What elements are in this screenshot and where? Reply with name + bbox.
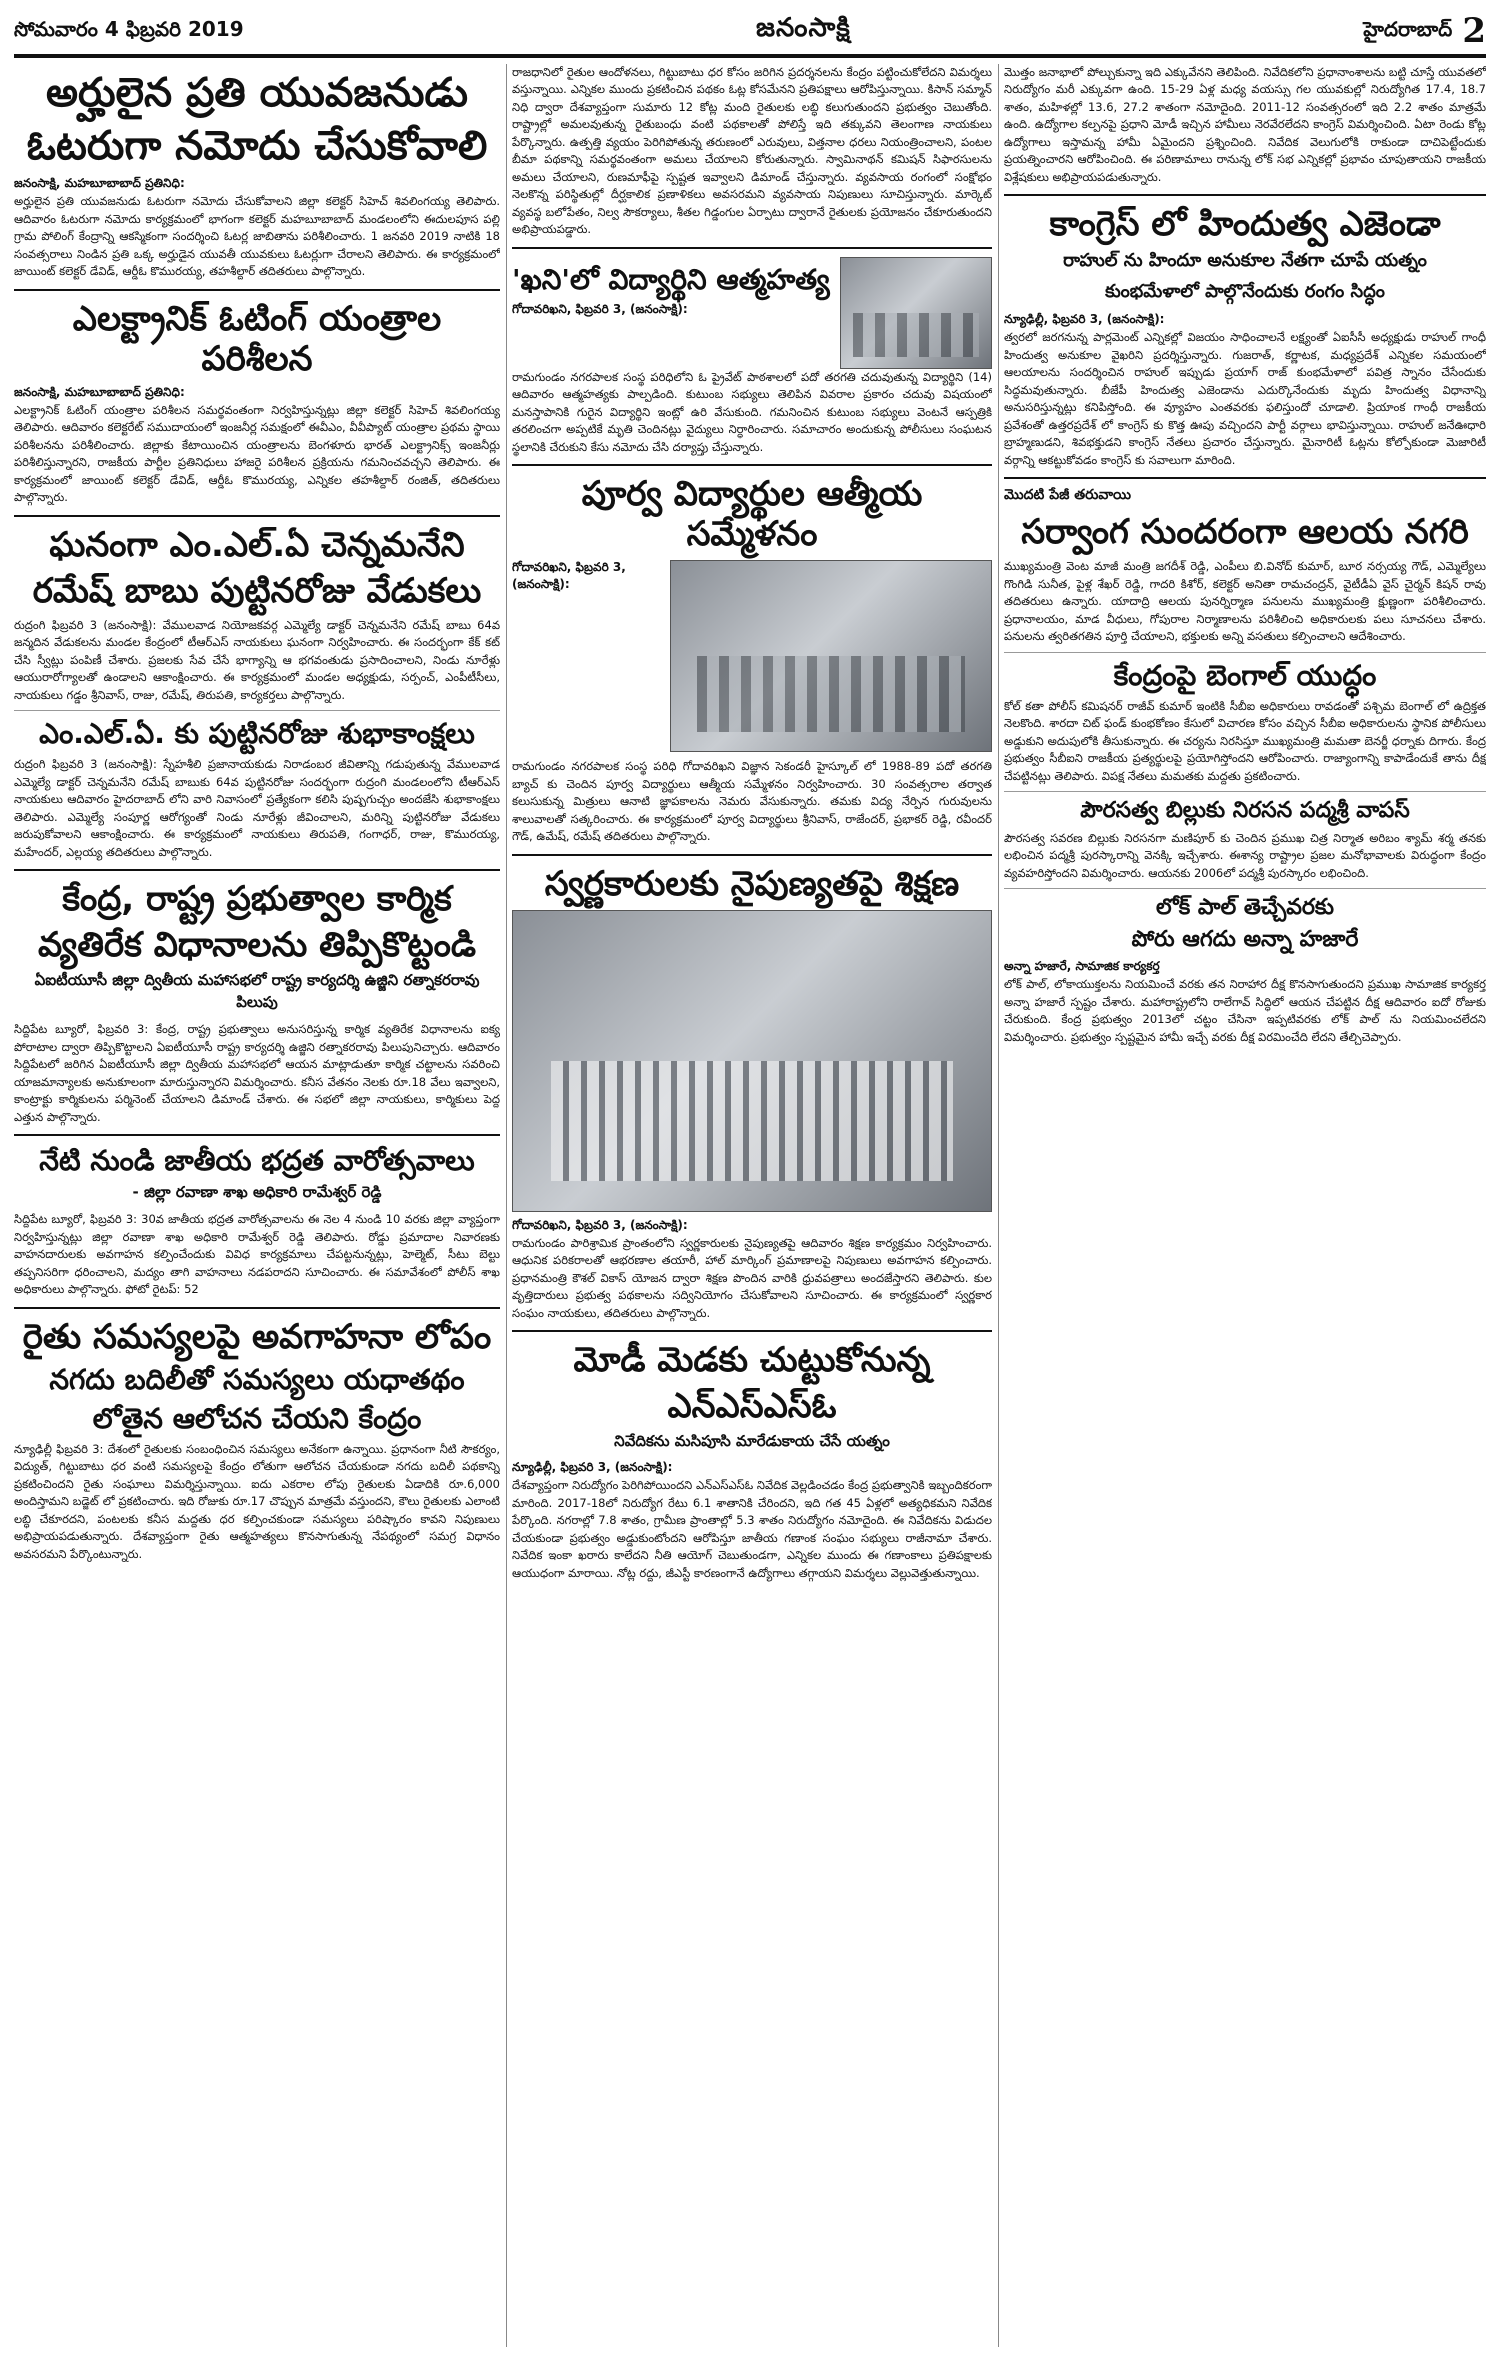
article-body: అర్హులైన ప్రతి యువజనుడు ఓటరుగా నమోదు చేసుకోవాలని జిల్లా కలెక్టర్ సిహెచ్ శివలింగయ్య తెలిపారు. ఆదివారం ఓటరుగా నమోదు కార్యక్రమంలో భాగంగా కలెక్టర్ మహబూబాబాద్ మండలంలోని ఈదులపూస పల్లి గ్రామ పోలింగ్ కేంద్రాన్ని ఆకస్మికంగా సందర్శించి ఓటర్ల జాబితాను పరిశీలించారు. 1 జనవరి 2019 నాటికి 18 సంవత్సరాలు నిండిన ప్రతి ఒక్క అర్హుడైన యువతీ యువకులు ఓటర్లుగా చేరాలని తెలిపారు. ఈ కార్యక్రమంలో జాయింట్ కలెక్టర్ డేవిడ్, ఆర్డీఓ కొమురయ్య, తహశీల్దార్ తదితరులు పాల్గొన్నారు. [14, 194, 500, 279]
divider [512, 247, 992, 249]
newspaper-logo: జనంసాక్షి [756, 13, 851, 43]
headline: స్వర్ణకారులకు నైపుణ్యతపై శిక్షణ [544, 863, 960, 904]
headline: పోరు ఆగదు అన్నా హజారే [1131, 927, 1359, 953]
masthead [14, 8, 1486, 58]
divider [14, 1134, 500, 1136]
subheadline: ఏఐటీయూసీ జిల్లా ద్వితీయ మహాసభలో రాష్ట్ర కార్యదర్శి ఉజ్జిని రత్నాకరరావు పిలుపు [34, 971, 480, 1012]
column-divider [998, 64, 999, 2347]
article-body: సిద్దిపేట బ్యూరో, ఫిబ్రవరి 3: 30వ జాతీయ భద్రత వారోత్సవాలను ఈ నెల 4 నుండి 10 వరకు జిల్లా వ్యాప్తంగా నిర్వహిస్తున్నట్లు జిల్లా రవాణా శాఖ అధికారి రామేశ్వర్ రెడ్డి తెలిపారు. రోడ్డు ప్రమాదాల నివారణకు వాహనదారులకు అవగాహన కల్పించేందుకు వివిధ కార్యక్రమాలు చేపట్టనున్నట్లు, హెల్మెట్, సీటు బెల్టు తప్పనిసరిగా ధరించాలని, మద్యం తాగి వాహనాలు నడపరాదని సూచించారు. ఈ సమావేశంలో పోలీస్ శాఖ అధికారులు పాల్గొన్నారు. ఫోటో రైటప్: 52 [14, 1212, 500, 1297]
article-evm-inspection [14, 299, 500, 507]
divider [14, 710, 500, 711]
article-body: రామగుండం నగరపాలక సంస్థ పరిధిలోని ఓ ప్రైవేట్ పాఠశాలలో పదో తరగతి చదువుతున్న విద్యార్థిని (14) ఆదివారం ఆత్మహత్యకు పాల్పడింది. కుటుంబ సభ్యులు తెలిపిన వివరాల ప్రకారం చదువు విషయంలో మనస్తాపానికి గురైన విద్యార్థిని ఇంట్లో ఉరి వేసుకుంది. గమనించిన కుటుంబ సభ్యులు వెంటనే ఆస్పత్రికి తరలించగా అప్పటికే మృతి చెందినట్లు వైద్యులు నిర్ధారించారు. సమాచారం అందుకున్న పోలీసులు సంఘటన స్థలానికి చేరుకుని కేసు నమోదు చేసి దర్యాప్తు చేస్తున్నారు. [512, 369, 992, 454]
article-body: సిద్దిపేట బ్యూరో, ఫిబ్రవరి 3: కేంద్ర, రాష్ట్ర ప్రభుత్వాలు అనుసరిస్తున్న కార్మిక వ్యతిరేక విధానాలను ఐక్య పోరాటాల ద్వారా తిప్పికొట్టాలని ఏఐటీయూసీ రాష్ట్ర కార్యదర్శి ఉజ్జిని రత్నాకరరావు పిలుపునిచ్చారు. ఆదివారం సిద్దిపేటలో జరిగిన ఏఐటీయూసీ జిల్లా ద్వితీయ మహాసభలో ఆయన మాట్లాడుతూ కార్మిక చట్టాలను సవరించి యాజమాన్యాలకు అనుకూలంగా మారుస్తున్నారని విమర్శించారు. కనీస వేతనం నెలకు రూ.18 వేలు ఇవ్వాలని, కాంట్రాక్టు కార్మికులను పర్మినెంట్ చేయాలని డిమాండ్ చేశారు. ఈ సభలో జిల్లా నాయకులు, కార్మికులు పెద్ద ఎత్తున పాల్గొన్నారు. [14, 1022, 500, 1124]
subheadline: నివేదికను మసిపూసి మారేడుకాయ చేసే యత్నం [614, 1432, 890, 1451]
headline: ఎం.ఎల్.ఏ. కు పుట్టినరోజు శుభాకాంక్షలు [39, 717, 475, 751]
headline: లోక్ పాల్ తెచ్చేవరకు [1156, 895, 1334, 921]
article-mla-wishes [14, 717, 500, 861]
headline: రమేష్ బాబు పుట్టినరోజు వేడుకలు [32, 570, 482, 611]
article-labour-policies [14, 879, 500, 1126]
article-unemployment-continued [1004, 64, 1486, 186]
dateline: న్యూఢిల్లీ, ఫిబ్రవరి 3, (జనంసాక్షి): [1004, 312, 1165, 327]
article-body: న్యూఢిల్లీ ఫిబ్రవరి 3: దేశంలో రైతులకు సంబంధించిన సమస్యలు అనేకంగా ఉన్నాయి. ప్రధానంగా నీటి సౌకర్యం, విద్యుత్, గిట్టుబాటు ధర వంటి సమస్యలపై కేంద్రం లోతుగా ఆలోచన చేయకుండా నగదు బదిలీ పథకాన్ని ప్రకటించిందని రైతు సంఘాలు విమర్శిస్తున్నాయి. ఐదు ఎకరాల లోపు రైతులకు ఏడాదికి రూ.6,000 అందిస్తామని బడ్జెట్ లో ప్రకటించారు. ఇది రోజుకు రూ.17 చొప్పున మాత్రమే వస్తుందని, కౌలు రైతులకు ఎలాంటి లబ్ధి చేకూరదని, పంటలకు కనీస మద్దతు ధర కల్పించకుండా సమస్యలు పరిష్కారం కావని నిపుణులు అభిప్రాయపడుతున్నారు. దేశవ్యాప్తంగా రైతు ఆత్మహత్యలు కొనసాగుతున్న నేపథ్యంలో సమగ్ర విధానం అవసరమని పేర్కొంటున్నారు. [14, 1441, 500, 1561]
issue-date: సోమవారం 4 ఫిబ్రవరి 2019 [14, 16, 244, 41]
page-number: 2 [1462, 11, 1486, 51]
continuation-kicker: మొదటి పేజీ తరువాయి [1004, 487, 1131, 504]
divider [14, 515, 500, 517]
divider [14, 869, 500, 871]
headline: నేటి నుండి జాతీయ భద్రత వారోత్సవాలు [39, 1144, 475, 1178]
dateline: అన్నా హజారే, సామాజిక కార్యకర్త [1004, 959, 1160, 974]
headline: నగదు బదిలీతో సమస్యలు యధాతథం [49, 1362, 465, 1396]
headline: కాంగ్రెస్ లో హిందుత్వ ఎజెండా [1049, 204, 1441, 245]
article-body: త్వరలో జరగనున్న పార్లమెంట్ ఎన్నికల్లో విజయం సాధించాలనే లక్ష్యంతో ఏఐసీసీ అధ్యక్షుడు రాహుల్ గాంధీ హిందుత్వ అనుకూల వైఖరిని ప్రదర్శిస్తున్నారు. గుజరాత్, కర్ణాటక, మధ్యప్రదేశ్ ఎన్నికల సమయంలో ఆలయాలను సందర్శించిన రాహుల్ ఇప్పుడు ప్రయాగ్ రాజ్ కుంభమేళాలో పవిత్ర స్నానం చేసేందుకు సిద్ధమవుతున్నారు. బీజేపీ హిందుత్వ ఎజెండాను ఎదుర్కొనేందుకు మృదు హిందుత్వ విధానాన్ని అనుసరిస్తున్నట్లు కనిపిస్తోంది. ఈ వ్యూహం ఎంతవరకు ఫలిస్తుందో చూడాలి. ప్రియాంక గాంధీ రాజకీయ ప్రవేశంతో ఉత్తరప్రదేశ్ లో కాంగ్రెస్ కు కొత్త ఊపు వచ్చిందని పార్టీ వర్గాలు భావిస్తున్నాయి. రాహుల్ జనేఊధారి బ్రాహ్మణుడని, శివభక్తుడని కాంగ్రెస్ నేతలు ప్రచారం చేస్తున్నారు. మైనారిటీ ఓట్లను కోల్పోకుండా మెజారిటీ వర్గాన్ని ఆకట్టుకోవడం కాంగ్రెస్ కు సవాలుగా మారింది. [1004, 330, 1486, 467]
article-body: రామగుండం పారిశ్రామిక ప్రాంతంలోని స్వర్ణకారులకు నైపుణ్యతపై ఆదివారం శిక్షణ కార్యక్రమం నిర్వహించారు. ఆధునిక పరికరాలతో ఆభరణాల తయారీ, హాల్ మార్కింగ్ ప్రమాణాలపై నిపుణులు అవగాహన కల్పించారు. ప్రధానమంత్రి కౌశల్ వికాస్ యోజన ద్వారా శిక్షణ పొందిన వారికి ధ్రువపత్రాలు అందజేస్తారని తెలిపారు. కుల వృత్తిదారులు ప్రభుత్వ పథకాలను సద్వినియోగం చేసుకోవాలని సూచించారు. ఈ కార్యక్రమంలో స్వర్ణకార సంఘం నాయకులు, తదితరులు పాల్గొన్నారు. [512, 1235, 992, 1320]
article-voter-registration [14, 70, 500, 281]
column-right [1004, 64, 1486, 2347]
column-middle [512, 64, 992, 2347]
divider [512, 464, 992, 466]
article-alumni-meet [512, 474, 992, 846]
headline: మోడీ మెడకు చుట్టుకోనున్న [573, 1340, 931, 1381]
article-body: ముఖ్యమంత్రి వెంట మాజీ మంత్రి జగదీశ్ రెడ్డి, ఎంపీలు బి.వినోద్ కుమార్, బూర నర్సయ్య గౌడ్, ఎమ్మెల్యేలు గొంగిడి సునీత, పైళ్ల శేఖర్ రెడ్డి, గాదరి కిశోర్, కలెక్టర్ అనితా రామచంద్రన్, వైటీడీఏ వైస్ చైర్మన్ కిషన్ రావు తదితరులు ఉన్నారు. యాదాద్రి ఆలయ పునర్నిర్మాణ పనులను ముఖ్యమంత్రి క్షుణ్ణంగా పరిశీలించారు. ప్రధానాలయం, మాడ వీధులు, గోపురాల నిర్మాణాలను పరిశీలించి అధికారులకు పలు సూచనలు చేశారు. పనులను త్వరితగతిన పూర్తి చేయాలని, భక్తులకు అన్ని వసతులు కల్పించాలని ఆదేశించారు. [1004, 559, 1486, 644]
divider [1004, 888, 1486, 889]
subheadline: రాహుల్ ను హిందూ అనుకూల నేతగా చూపే యత్నం [1063, 250, 1427, 272]
article-layout [512, 257, 992, 369]
dateline: గోదావరిఖని, ఫిబ్రవరి 3, (జనంసాక్షి): [512, 301, 688, 316]
article-body: లోక్ పాల్, లోకాయుక్తలను నియమించే వరకు తన నిరాహార దీక్ష కొనసాగుతుందని ప్రముఖ సామాజిక కార్యకర్త అన్నా హజారే స్పష్టం చేశారు. మహారాష్ట్రలోని రాలేగావ్ సిద్ధిలో ఆయన చేపట్టిన దీక్ష ఆదివారం ఐదో రోజుకు చేరుకుంది. కేంద్ర ప్రభుత్వం 2013లో చట్టం చేసినా ఇప్పటివరకు లోక్ పాల్ ను నియమించలేదని విమర్శించారు. ప్రభుత్వం స్పష్టమైన హామీ ఇచ్చే వరకు దీక్ష విరమించేది లేదని తేల్చిచెప్పారు. [1004, 977, 1486, 1044]
article-farmer-issues [14, 1317, 500, 1563]
article-body: దేశవ్యాప్తంగా నిరుద్యోగం పెరిగిపోయిందని ఎన్ఎస్ఎస్ఓ నివేదిక వెల్లడించడం కేంద్ర ప్రభుత్వానికి ఇబ్బందికరంగా మారింది. 2017-18లో నిరుద్యోగ రేటు 6.1 శాతానికి చేరిందని, ఇది గత 45 ఏళ్లలో అత్యధికమని నివేదిక పేర్కొంది. నగరాల్లో 7.8 శాతం, గ్రామీణ ప్రాంతాల్లో 5.3 శాతం నిరుద్యోగం నమోదైంది. ఈ నివేదికను విడుదల చేయకుండా ప్రభుత్వం అడ్డుకుంటోందని ఆరోపిస్తూ జాతీయ గణాంక సంఘం సభ్యులు రాజీనామా చేశారు. నివేదిక ఇంకా ఖరారు కాలేదని నీతి ఆయోగ్ చెబుతుండగా, ఎన్నికల ముందు ఈ గణాంకాలు ప్రతిపక్షాలకు ఆయుధంగా మారాయి. నోట్ల రద్దు, జీఎస్టీ కారణంగానే ఉద్యోగాలు తగ్గాయని విమర్శలు వెల్లువెత్తుతున్నాయి. [512, 1478, 992, 1580]
divider [14, 1307, 500, 1309]
news-photo [840, 257, 992, 369]
divider [1004, 477, 1486, 479]
headline: సర్వాంగ సుందరంగా ఆలయ నగరి [1021, 512, 1469, 553]
article-student-suicide [512, 257, 992, 456]
article-body: రాజధానిలో రైతుల ఆందోళనలు, గిట్టుబాటు ధర కోసం జరిగిన ప్రదర్శనలను కేంద్రం పట్టించుకోలేదని విమర్శలు వస్తున్నాయి. ఎన్నికల ముందు ప్రకటించిన పథకం ఓట్ల కోసమేనని ప్రతిపక్షాలు ఆరోపిస్తున్నాయి. కిసాన్ సమ్మాన్ నిధి ద్వారా దేశవ్యాప్తంగా సుమారు 12 కోట్ల మంది రైతులకు లబ్ధి కలుగుతుందని ప్రభుత్వం చెబుతోంది. రాష్ట్రాల్లో అమలవుతున్న రైతుబంధు వంటి పథకాలతో పోలిస్తే ఇది తక్కువని తెలంగాణ నాయకులు పేర్కొన్నారు. ఉత్పత్తి వ్యయం పెరిగిపోతున్న తరుణంలో ఎరువులు, విత్తనాల ధరలు నియంత్రించాలని, పంటల బీమా పథకాన్ని సమర్థవంతంగా అమలు చేయాలని కోరుతున్నారు. స్వామినాథన్ కమిషన్ సిఫారసులను అమలు చేయాలని, రుణమాఫీపై స్పష్టత ఇవ్వాలని డిమాండ్ చేస్తున్నారు. వ్యవసాయ రంగంలో సంక్షోభం నెలకొన్న పరిస్థితుల్లో దీర్ఘకాలిక ప్రణాళికలు అవసరమని వ్యవసాయ నిపుణులు సూచిస్తున్నారు. మార్కెట్ వ్యవస్థ బలోపేతం, నిల్వ సౌకర్యాలు, శీతల గిడ్డంగుల ఏర్పాటు ద్వారానే రైతులకు ప్రయోజనం చేకూరుతుందని అభిప్రాయపడ్డారు. [512, 65, 992, 237]
article-body: రుద్రంగి ఫిబ్రవరి 3 (జనంసాక్షి): స్నేహశీలి ప్రజానాయకుడు నిరాడంబర జీవితాన్ని గడుపుతున్న వేములవాడ ఎమ్మెల్యే డాక్టర్ చెన్నమనేని రమేష్ బాబుకు 64వ పుట్టినరోజు సందర్భంగా రుద్రంగి మండలంలోని టీఆర్ఎస్ నాయకులు ఆదివారం హైదరాబాద్ లోని వారి నివాసంలో ప్రత్యేకంగా కలిసి పుష్పగుచ్చం అందజేసి శుభాకాంక్షలు తెలిపారు. ఎమ్మెల్యే సంపూర్ణ ఆరోగ్యంతో నిండు నూరేళ్లు జీవించాలని, మరిన్ని పుట్టినరోజు వేడుకలు జరుపుకోవాలని ఆకాంక్షించారు. ఈ కార్యక్రమంలో నాయకులు తిరుపతి, గంగాధర్, రాజు, కొమురయ్య, మహేందర్, ఎల్లయ్య తదితరులు పాల్గొన్నారు. [14, 757, 500, 859]
article-road-safety [14, 1144, 500, 1298]
article-body: రుద్రంగి ఫిబ్రవరి 3 (జనంసాక్షి): వేములవాడ నియోజకవర్గ ఎమ్మెల్యే డాక్టర్ చెన్నమనేని రమేష్ బాబు 64వ జన్మదిన వేడుకలను మండల కేంద్రంలో టీఆర్ఎస్ నాయకులు ఘనంగా నిర్వహించారు. ఈ సందర్భంగా కేక్ కట్ చేసి స్వీట్లు పంపిణీ చేశారు. ప్రజలకు సేవ చేసే భాగ్యాన్ని ఆ భగవంతుడు ప్రసాదించాలని, నిండు నూరేళ్లు ఆయురారోగ్యాలతో ఉండాలని ఆకాంక్షించారు. ఈ కార్యక్రమంలో మండల అధ్యక్షుడు, సర్పంచ్, ఎంపీటీసీలు, నాయకులు గడ్డం శ్రీనివాస్, రాజు, రమేష్, తిరుపతి, కార్యకర్తలు పాల్గొన్నారు. [14, 617, 500, 702]
subheadline: కుంభమేళాలో పాల్గొనేందుకు రంగం సిద్ధం [1105, 281, 1385, 303]
article-goldsmith-training [512, 864, 992, 1322]
headline: రైతు సమస్యలపై అవగాహనా లోపం [22, 1316, 492, 1357]
article-continued [512, 64, 992, 239]
article-body: ఎలక్ట్రానిక్ ఓటింగ్ యంత్రాల పరిశీలన సమర్థవంతంగా నిర్వహిస్తున్నట్లు జిల్లా కలెక్టర్ సిహెచ్ శివలింగయ్య తెలిపారు. ఆదివారం కలెక్టరేట్ సముదాయంలో ఇంజనీర్ల సమక్షంలో ఈవీఎం, వీవీప్యాట్ యంత్రాల ప్రథమ స్థాయి పరిశీలనను పరిశీలించారు. జిల్లాకు కేటాయించిన యంత్రాలను బెంగళూరు భారత్ ఎలక్ట్రానిక్స్ ఇంజనీర్లు పరిశీలిస్తున్నారని, రాజకీయ పార్టీల ప్రతినిధులు హాజరై పరిశీలన ప్రక్రియను గమనించవచ్చని తెలిపారు. ఈ కార్యక్రమంలో జాయింట్ కలెక్టర్ డేవిడ్, ఆర్డీఓ కొమురయ్య, ఎన్నికల తహశీల్దార్ రంజిత్, తదితరులు పాల్గొన్నారు. [14, 402, 500, 505]
headline: ఓటరుగా నమోదు చేసుకోవాలి [26, 123, 488, 170]
dateline: గోదావరిఖని, ఫిబ్రవరి 3, (జనంసాక్షి): [512, 1217, 688, 1232]
headline: పూర్వ విద్యార్థుల ఆత్మీయ సమ్మేళనం [581, 474, 923, 555]
column-divider [506, 64, 507, 2347]
headline: ఎన్ఎస్ఎస్ఓ [667, 1386, 837, 1427]
headline: ఘనంగా ఎం.ఎల్.ఏ చెన్నమనేని [49, 524, 465, 565]
headline: అర్హులైన ప్రతి యువజనుడు [46, 70, 468, 116]
article-congress-hindutva [1004, 204, 1486, 469]
article-layout [512, 560, 992, 752]
divider [14, 289, 500, 291]
headline: వ్యతిరేక విధానాలను తిప్పికొట్టండి [38, 925, 476, 966]
divider [1004, 791, 1486, 792]
headline: లోతైన ఆలోచన చేయని కేంద్రం [92, 1401, 422, 1435]
divider [1004, 194, 1486, 196]
article-body: కోల్ కతా పోలీస్ కమిషనర్ రాజీవ్ కుమార్ ఇంటికి సీబీఐ అధికారులు రావడంతో పశ్చిమ బెంగాల్ లో ఉద్రిక్తత నెలకొంది. శారదా చిట్ ఫండ్ కుంభకోణం కేసులో విచారణ కోసం వచ్చిన సీబీఐ అధికారులను స్థానిక పోలీసులు అడ్డుకుని అదుపులోకి తీసుకున్నారు. ఈ చర్యను నిరసిస్తూ ముఖ్యమంత్రి మమతా బెనర్జీ ధర్నాకు దిగారు. కేంద్ర ప్రభుత్వం సీబీఐని రాజకీయ ప్రత్యర్థులపై ప్రయోగిస్తోందని ఆరోపించారు. రాజ్యాంగాన్ని కాపాడేందుకే తాను దీక్ష చేపట్టినట్లు తెలిపారు. విపక్ష నేతలు మమతకు మద్దతు ప్రకటించారు. [1004, 698, 1486, 783]
article-mla-birthday [14, 525, 500, 705]
edition-city: హైదరాబాద్ [1363, 16, 1453, 41]
article-body: పౌరసత్వ సవరణ బిల్లుకు నిరసనగా మణిపూర్ కు చెందిన ప్రముఖ చిత్ర నిర్మాత అరిబం శ్యామ్ శర్మ తనకు లభించిన పద్మశ్రీ పురస్కారాన్ని వెనక్కి ఇచ్చేశారు. ఈశాన్య రాష్ట్రాల ప్రజల మనోభావాలకు విరుద్ధంగా కేంద్రం వ్యవహరిస్తోందని విమర్శించారు. ఆయనకు 2006లో పద్మశ్రీ పురస్కారం లభించింది. [1004, 830, 1486, 880]
divider [512, 1330, 992, 1332]
headline: పౌరసత్వ బిల్లుకు నిరసన పద్మశ్రీ వాపస్ [1080, 797, 1410, 823]
article-text [512, 257, 832, 369]
dateline: జనంసాక్షి, మహబూబాబాద్ ప్రతినిధి: [14, 384, 185, 399]
headline: కేంద్రంపై బెంగాల్ యుద్ధం [1113, 658, 1377, 692]
dateline: న్యూఢిల్లీ, ఫిబ్రవరి 3, (జనంసాక్షి): [512, 1460, 673, 1475]
article-bengal-war [1004, 659, 1486, 785]
masthead-right [1363, 11, 1486, 51]
article-text [512, 560, 662, 752]
column-left [14, 64, 500, 2347]
headline: 'ఖని'లో విద్యార్థిని ఆత్మహత్య [512, 262, 830, 296]
training-photo [512, 910, 992, 1212]
article-temple-town [1004, 487, 1486, 645]
divider [512, 854, 992, 856]
divider [1004, 652, 1486, 653]
subheadline: - జిల్లా రవాణా శాఖ అధికారి రామేశ్వర్ రెడ్డి [132, 1183, 382, 1202]
article-body: మొత్తం జనాభాలో పోల్చుకున్నా ఇది ఎక్కువేనని తెలిపింది. నివేదికలోని ప్రధానాంశాలను బట్టి చూస్తే యువతలో నిరుద్యోగం మరీ ఎక్కువగా ఉంది. 15-29 ఏళ్ల మధ్య వయస్సు గల యువకుల్లో నిరుద్యోగిత 17.4, 18.7 శాతం, మహిళల్లో 13.6, 27.2 శాతంగా నమోదైంది. 2011-12 సంవత్సరంలో ఇది 2.2 శాతం మాత్రమే ఉంది. ఉద్యోగాల కల్పనపై ప్రధాని మోడీ ఇచ్చిన హామీలు నెరవేరలేదని కాంగ్రెస్ విమర్శించింది. ఏటా రెండు కోట్ల ఉద్యోగాలు ఇస్తామన్న హామీ ఏమైందని ప్రశ్నించింది. నివేదిక వెలుగులోకి రాకుండా దాచిపెట్టేందుకు ప్రయత్నించారని ఆరోపించింది. ఈ పరిణామాలు రానున్న లోక్ సభ ఎన్నికల్లో ప్రభావం చూపుతాయని రాజకీయ విశ్లేషకులు అభిప్రాయపడుతున్నారు. [1004, 65, 1486, 184]
group-photo [670, 560, 992, 752]
article-nsso-report [512, 1340, 992, 1582]
article-padmashri-return [1004, 798, 1486, 882]
article-anna-hazare [1004, 895, 1486, 1046]
article-body: రామగుండం నగరపాలక సంస్థ పరిధి గోదావరిఖని విజ్ఞాన సెకండరీ హైస్కూల్ లో 1988-89 పదో తరగతి బ్యాచ్ కు చెందిన పూర్వ విద్యార్థులు ఆత్మీయ సమ్మేళనం నిర్వహించారు. 30 సంవత్సరాల తర్వాత కలుసుకున్న మిత్రులు ఆనాటి జ్ఞాపకాలను నెమరు వేసుకున్నారు. తమకు విద్య నేర్పిన గురువులను శాలువాలతో సత్కరించారు. ఈ కార్యక్రమంలో పూర్వ విద్యార్థులు శ్రీనివాస్, రాజేందర్, ప్రభాకర్ రెడ్డి, రవీందర్ గౌడ్, ఉమేష్, రమేష్ తదితరులు పాల్గొన్నారు. [512, 759, 992, 844]
headline: కేంద్ర, రాష్ట్ర ప్రభుత్వాల కార్మిక [62, 879, 452, 920]
dateline: జనంసాక్షి, మహబూబాబాద్ ప్రతినిధి: [14, 176, 185, 191]
dateline: గోదావరిఖని, ఫిబ్రవరి 3, (జనంసాక్షి): [512, 560, 626, 592]
headline: ఎలక్ట్రానిక్ ఓటింగ్ యంత్రాల పరిశీలన [72, 298, 442, 379]
